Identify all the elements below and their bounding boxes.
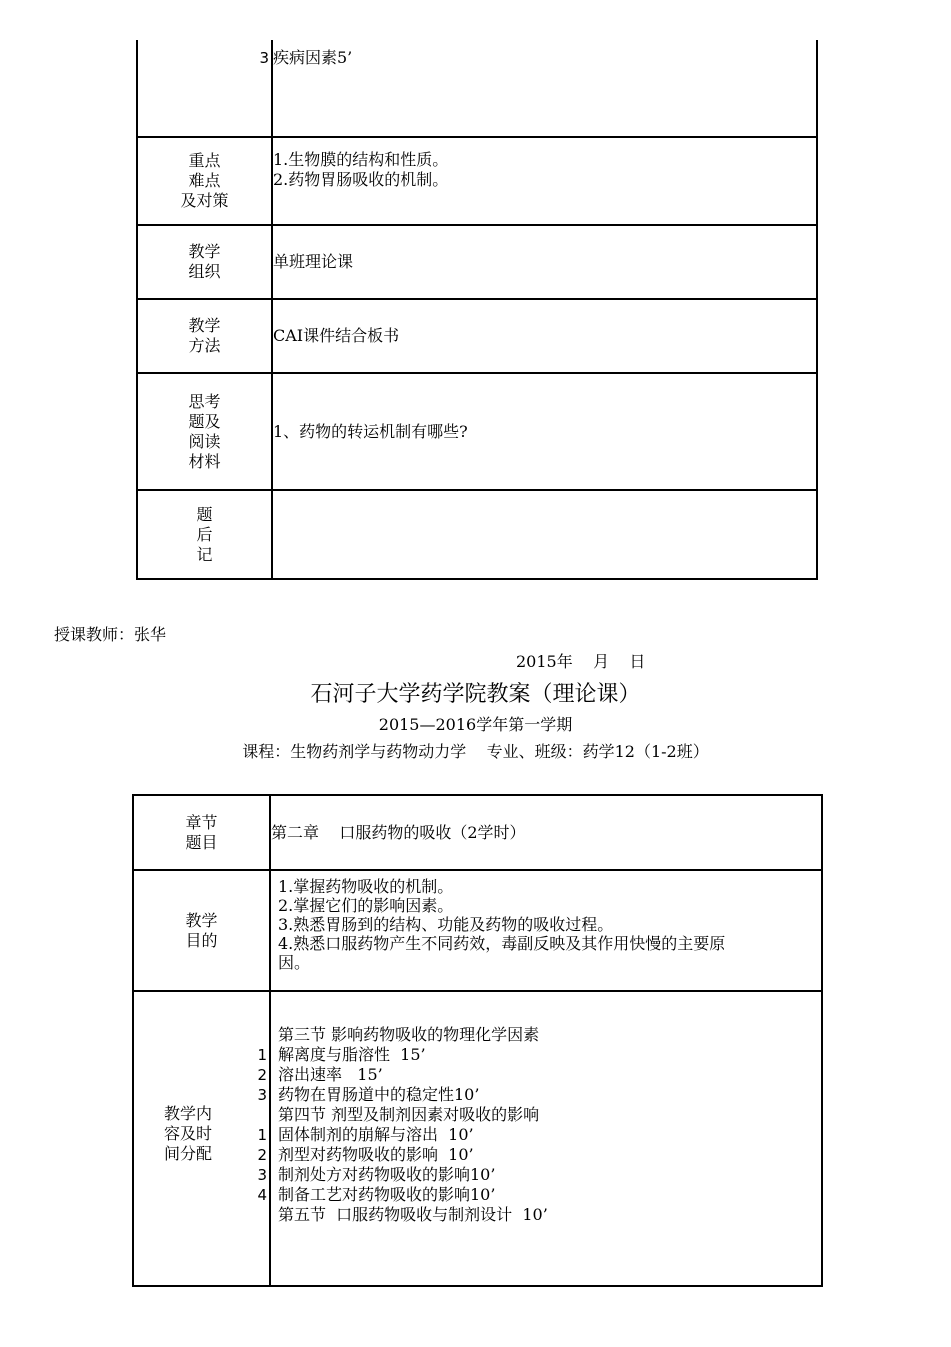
label-line: 后 xyxy=(196,524,213,544)
label-line: 记 xyxy=(196,544,213,564)
label-line: 方法 xyxy=(188,336,221,355)
row-key-points-content xyxy=(272,137,817,225)
row-organization-content xyxy=(272,225,817,299)
course-line: 课程：生物药剂学与药物动力学 专业、班级：药学12（1-2班） xyxy=(242,742,709,761)
schedule-line: 溶出速率 15’ xyxy=(278,1065,383,1084)
row-chapter-content xyxy=(270,795,822,870)
lesson-date: 2015年 月 日 xyxy=(516,652,646,671)
row-key-points xyxy=(137,137,817,225)
schedule-line: 第四节 剂型及制剂因素对吸收的影响 xyxy=(278,1105,540,1124)
label-line: 组织 xyxy=(188,262,221,281)
schedule-num: 4 xyxy=(257,1186,267,1204)
row-chapter-label xyxy=(133,795,270,870)
semester-line: 2015—2016学年第一学期 xyxy=(378,715,573,734)
row-schedule xyxy=(133,991,822,1286)
document-title: 石河子大学药学院教案（理论课） xyxy=(310,682,641,707)
row-postscript-content xyxy=(272,490,817,579)
row-key-points-label xyxy=(137,137,272,225)
partial-row-text: 疾病因素5’ xyxy=(273,48,353,67)
label-line: 题及 xyxy=(188,411,221,431)
label-line: 阅读 xyxy=(188,431,221,451)
schedule-line: 固体制剂的崩解与溶出 10’ xyxy=(278,1125,474,1144)
content-line: 2.掌握它们的影响因素。 xyxy=(278,896,454,915)
label-line: 思考 xyxy=(188,391,221,411)
label-line: 重点 xyxy=(188,151,221,170)
schedule-line: 解离度与脂溶性 15’ xyxy=(278,1045,426,1064)
schedule-num: 3 xyxy=(257,1086,267,1104)
row-postscript xyxy=(137,490,817,579)
label-line: 教学 xyxy=(188,242,221,261)
content-line: 4.熟悉口服药物产生不同药效，毒副反映及其作用快慢的主要原 xyxy=(278,934,726,953)
content-line: CAI课件结合板书 xyxy=(273,326,400,345)
schedule-num: 1 xyxy=(257,1126,267,1144)
row-organization-label xyxy=(137,225,272,299)
top-lesson-table xyxy=(136,40,818,580)
row-schedule-content xyxy=(270,991,822,1286)
schedule-line: 第五节 口服药物吸收与制剂设计 10’ xyxy=(278,1205,548,1224)
label-line: 题 xyxy=(196,504,213,524)
schedule-num: 2 xyxy=(257,1146,267,1164)
row-schedule-label xyxy=(133,991,270,1286)
label-line: 题目 xyxy=(185,832,218,852)
content-line: 2.药物胃肠吸收的机制。 xyxy=(273,170,449,189)
row-chapter xyxy=(133,795,822,870)
row-method-content xyxy=(272,299,817,373)
content-line: 1、药物的转运机制有哪些? xyxy=(273,421,468,441)
label-line: 教学内 xyxy=(163,1104,212,1123)
schedule-numbers xyxy=(237,1025,267,1205)
content-line: 3.熟悉胃肠到的结构、功能及药物的吸收过程。 xyxy=(278,915,614,934)
label-line: 间分配 xyxy=(163,1144,212,1163)
row-questions-content xyxy=(272,373,817,490)
label-line: 教学 xyxy=(188,316,221,335)
content-line: 单班理论课 xyxy=(273,252,354,271)
schedule-num: 3 xyxy=(257,1166,267,1184)
label-line: 章节 xyxy=(185,812,218,832)
row-postscript-label xyxy=(137,490,272,579)
row-method xyxy=(137,299,817,373)
schedule-line: 第三节 影响药物吸收的物理化学因素 xyxy=(278,1025,540,1044)
label-line: 及对策 xyxy=(180,191,229,210)
content-line: 第二章 口服药物的吸收（2学时） xyxy=(271,822,526,842)
content-line: 1.掌握药物吸收的机制。 xyxy=(278,877,454,896)
content-line: 因。 xyxy=(278,953,311,972)
schedule-num: 1 xyxy=(257,1046,267,1064)
label-line: 教学 xyxy=(185,910,218,930)
partial-row xyxy=(137,40,817,137)
bottom-lesson-table xyxy=(132,794,823,1287)
label-line: 容及时 xyxy=(163,1124,212,1143)
schedule-num xyxy=(237,1025,267,1045)
schedule-line: 药物在胃肠道中的稳定性10’ xyxy=(278,1085,480,1104)
partial-row-label-cell xyxy=(137,40,272,137)
partial-row-num: 3 xyxy=(259,49,269,67)
schedule-num-blank xyxy=(237,1105,267,1125)
content-line: 1.生物膜的结构和性质。 xyxy=(273,150,449,169)
schedule-line: 剂型对药物吸收的影响 10’ xyxy=(278,1145,474,1164)
label-line: 目的 xyxy=(185,930,218,950)
label-line: 难点 xyxy=(188,171,221,190)
row-questions xyxy=(137,373,817,490)
label-line: 材料 xyxy=(188,451,221,471)
teacher-name: 授课教师：张华 xyxy=(54,625,167,644)
row-organization xyxy=(137,225,817,299)
row-questions-label xyxy=(137,373,272,490)
partial-row-content xyxy=(272,40,817,137)
row-objectives xyxy=(133,870,822,991)
row-objectives-content xyxy=(270,870,822,991)
row-objectives-label xyxy=(133,870,270,991)
schedule-line: 制备工艺对药物吸收的影响10’ xyxy=(278,1185,496,1204)
row-method-label xyxy=(137,299,272,373)
schedule-line: 制剂处方对药物吸收的影响10’ xyxy=(278,1165,496,1184)
schedule-num: 2 xyxy=(257,1066,267,1084)
